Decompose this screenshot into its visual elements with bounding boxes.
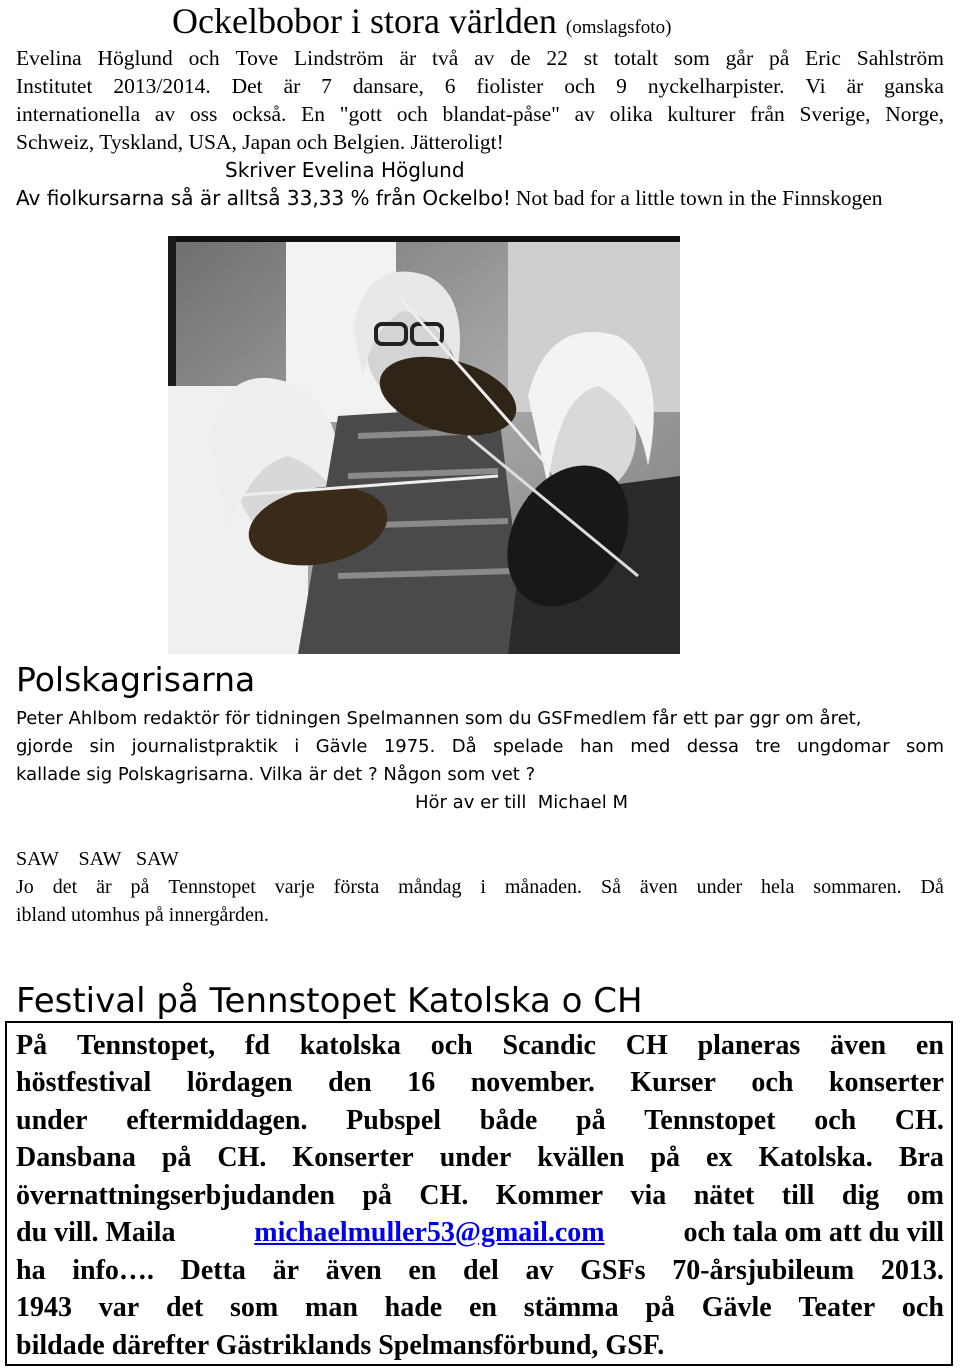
- word: av: [474, 46, 495, 70]
- word: är: [846, 74, 864, 98]
- word: En: [301, 102, 326, 126]
- word: Sahlström: [856, 46, 944, 70]
- word: 7: [321, 74, 332, 98]
- word: Gävle: [701, 1292, 772, 1323]
- word: sommaren.: [813, 876, 902, 898]
- word: Jo: [16, 876, 34, 898]
- word: november.: [470, 1067, 595, 1098]
- paragraph-line: [16, 1102, 944, 1140]
- word: GSFs: [580, 1255, 646, 1286]
- word: blandat-påse": [442, 102, 560, 126]
- word: på: [161, 1142, 192, 1173]
- word: CH: [625, 1030, 668, 1061]
- word: eftermiddagen.: [126, 1105, 308, 1136]
- word: en: [468, 1292, 497, 1323]
- word: en: [915, 1030, 944, 1061]
- word: Pubspel: [346, 1105, 442, 1136]
- word: Tennstopet: [644, 1105, 776, 1136]
- word: på: [650, 1142, 681, 1173]
- word: med: [630, 736, 671, 757]
- word: är: [96, 876, 112, 898]
- word: info….: [72, 1255, 154, 1286]
- word: man: [305, 1292, 358, 1323]
- word: och: [188, 46, 220, 70]
- word: och: [901, 1292, 944, 1323]
- paragraph-line: ibland utomhus på innergården.: [16, 904, 269, 926]
- word: Tennstopet,: [76, 1030, 216, 1061]
- word: som: [230, 1292, 279, 1323]
- word: både: [479, 1105, 538, 1136]
- word: till: [781, 1180, 815, 1211]
- word: ha: [16, 1255, 46, 1286]
- mail-line: [16, 1214, 944, 1252]
- word: två: [432, 46, 459, 70]
- word: kulturer: [667, 102, 736, 126]
- word: höstfestival: [16, 1067, 152, 1098]
- word: Tennstopet: [168, 876, 256, 898]
- word: och: [751, 1067, 794, 1098]
- closing-english: Not bad for a little town in the Finnskogen: [515, 186, 883, 210]
- word: 70-årsjubileum: [672, 1255, 855, 1286]
- word: st: [583, 46, 599, 70]
- word: "gott: [339, 102, 382, 126]
- word: Teater: [798, 1292, 876, 1323]
- word: på: [130, 876, 150, 898]
- word: CH.: [894, 1105, 944, 1136]
- paragraph-line: kallade sig Polskagrisarna. Vilka är det ? Någon som vet ?: [16, 764, 536, 785]
- word: Kommer: [495, 1180, 604, 1211]
- paragraph-line: [16, 44, 944, 72]
- word: tre: [755, 736, 781, 757]
- word: fd: [245, 1030, 270, 1061]
- word: dessa: [686, 736, 739, 757]
- word: måndag: [398, 876, 462, 898]
- word: CH.: [217, 1142, 267, 1173]
- word: är: [399, 46, 417, 70]
- word: är: [283, 74, 301, 98]
- word: 9: [616, 74, 627, 98]
- word: även: [325, 1255, 382, 1286]
- word: under: [16, 1105, 88, 1136]
- word: och: [430, 1030, 473, 1061]
- word: 22: [546, 46, 568, 70]
- mail-after: och tala om att du vill: [683, 1217, 944, 1248]
- word: Det: [231, 74, 263, 98]
- word: det: [165, 1292, 204, 1323]
- word: journalistpraktik: [131, 736, 278, 757]
- word: första: [333, 876, 380, 898]
- word: som: [906, 736, 944, 757]
- word: 1975.: [383, 736, 436, 757]
- word: är: [272, 1255, 300, 1286]
- word: Institutet: [16, 74, 93, 98]
- paragraph-line: [16, 100, 944, 128]
- paragraph-line: [16, 1177, 944, 1215]
- article-title-polskagrisarna: Polskagrisarna: [16, 660, 256, 699]
- word: ex: [706, 1142, 733, 1173]
- closing-swedish: Av fiolkursarna så är alltså 33,33 % från Ockelbo!: [16, 186, 511, 210]
- word: Konserter: [292, 1142, 414, 1173]
- word: månaden.: [504, 876, 583, 898]
- word: i: [480, 876, 486, 898]
- word: Vi: [805, 74, 826, 98]
- word: under: [696, 876, 743, 898]
- word: CH.: [419, 1180, 469, 1211]
- paragraph-line: [16, 733, 944, 761]
- word: Kurser: [630, 1067, 716, 1098]
- word: på: [768, 46, 790, 70]
- word: en: [408, 1255, 437, 1286]
- word: av: [154, 102, 176, 126]
- word: 2013/2014.: [113, 74, 211, 98]
- word: och: [564, 74, 596, 98]
- word: Då: [920, 876, 944, 898]
- paragraph-line: [16, 1139, 944, 1177]
- word: nyckelharpister.: [647, 74, 785, 98]
- word: Bra: [898, 1142, 944, 1173]
- word: olika: [609, 102, 653, 126]
- email-link[interactable]: michaelmuller53@gmail.com: [254, 1217, 605, 1248]
- word: om: [906, 1180, 944, 1211]
- word: stämma: [523, 1292, 619, 1323]
- paragraph-line: [16, 1064, 944, 1102]
- word: Detta: [180, 1255, 246, 1286]
- word: hade: [384, 1292, 443, 1323]
- word: går: [725, 46, 754, 70]
- word: nätet: [693, 1180, 755, 1211]
- word: del: [463, 1255, 499, 1286]
- word: var: [98, 1292, 140, 1323]
- word: även: [830, 1030, 887, 1061]
- word: under: [439, 1142, 512, 1173]
- violinists-photo: [168, 236, 680, 654]
- word: planeras: [697, 1030, 801, 1061]
- word: i: [294, 736, 300, 757]
- word: övernattningserbjudanden: [16, 1180, 335, 1211]
- word: den: [328, 1067, 372, 1098]
- word: hela: [761, 876, 795, 898]
- word: 6: [444, 74, 456, 98]
- word: Då: [451, 736, 477, 757]
- word: fiolister: [476, 74, 544, 98]
- word: 2013.: [880, 1255, 944, 1286]
- word: på: [576, 1105, 606, 1136]
- word: som: [673, 46, 710, 70]
- contact-line: Hör av er till Michael M: [415, 792, 628, 813]
- signature-line: Skriver Evelina Höglund: [225, 158, 465, 182]
- word: även: [639, 876, 678, 898]
- word: ungdomar: [796, 736, 890, 757]
- paragraph-line: Schweiz, Tyskland, USA, Japan och Belgien. Jätteroligt!: [16, 130, 504, 154]
- word: Lindström: [294, 46, 384, 70]
- word: totalt: [613, 46, 659, 70]
- word: han: [579, 736, 614, 757]
- word: på: [362, 1180, 392, 1211]
- word: Tove: [235, 46, 279, 70]
- word: och: [814, 1105, 857, 1136]
- word: På: [16, 1030, 48, 1061]
- word: av: [525, 1255, 554, 1286]
- word: Höglund: [97, 46, 173, 70]
- paragraph-line: [16, 72, 944, 100]
- word: och: [396, 102, 428, 126]
- word: från: [750, 102, 785, 126]
- paragraph-line: [16, 1252, 944, 1290]
- word: Gävle: [315, 736, 368, 757]
- word: katolska: [299, 1030, 401, 1061]
- photo-illustration: [168, 236, 680, 654]
- paragraph-line: [16, 873, 944, 901]
- paragraph-line: bildade därefter Gästriklands Spelmansförbund, GSF.: [16, 1330, 665, 1361]
- word: det: [52, 876, 78, 898]
- paragraph-line: [16, 1289, 944, 1327]
- word: spelade: [493, 736, 564, 757]
- saw-heading: SAW SAW SAW: [16, 848, 179, 870]
- word: de: [510, 46, 531, 70]
- article-title-ockelbobor: [172, 0, 671, 49]
- word: Norge,: [885, 102, 944, 126]
- word: på: [645, 1292, 675, 1323]
- word: Evelina: [16, 46, 82, 70]
- word: också.: [232, 102, 287, 126]
- word: 1943: [16, 1292, 72, 1323]
- mail-before: du vill. Maila: [16, 1217, 176, 1248]
- word: Sverige,: [799, 102, 871, 126]
- word: ganska: [884, 74, 944, 98]
- word: via: [630, 1180, 667, 1211]
- word: Katolska.: [758, 1142, 873, 1173]
- word: Scandic: [502, 1030, 596, 1061]
- word: internationella: [16, 102, 141, 126]
- word: dig: [841, 1180, 880, 1211]
- closing-line: [16, 184, 883, 213]
- word: konserter: [828, 1067, 944, 1098]
- paragraph-line: Peter Ahlbom redaktör för tidningen Spelmannen som du GSFmedlem får ett par ggr om året,: [16, 708, 862, 729]
- word: dansare,: [352, 74, 424, 98]
- word: sin: [89, 736, 116, 757]
- word: varje: [274, 876, 315, 898]
- word: oss: [189, 102, 218, 126]
- word: 16: [407, 1067, 436, 1098]
- word: Dansbana: [16, 1142, 136, 1173]
- word: Så: [600, 876, 621, 898]
- word: Eric: [805, 46, 841, 70]
- title-text: Ockelbobor i stora världen: [172, 1, 557, 41]
- title-note: (omslagsfoto): [565, 17, 672, 38]
- word: gjorde: [16, 736, 74, 757]
- paragraph-line: [16, 1027, 944, 1065]
- word: lördagen: [186, 1067, 293, 1098]
- word: kvällen: [537, 1142, 625, 1173]
- word: av: [574, 102, 595, 126]
- article-title-festival: Festival på Tennstopet Katolska o CH: [16, 981, 643, 1021]
